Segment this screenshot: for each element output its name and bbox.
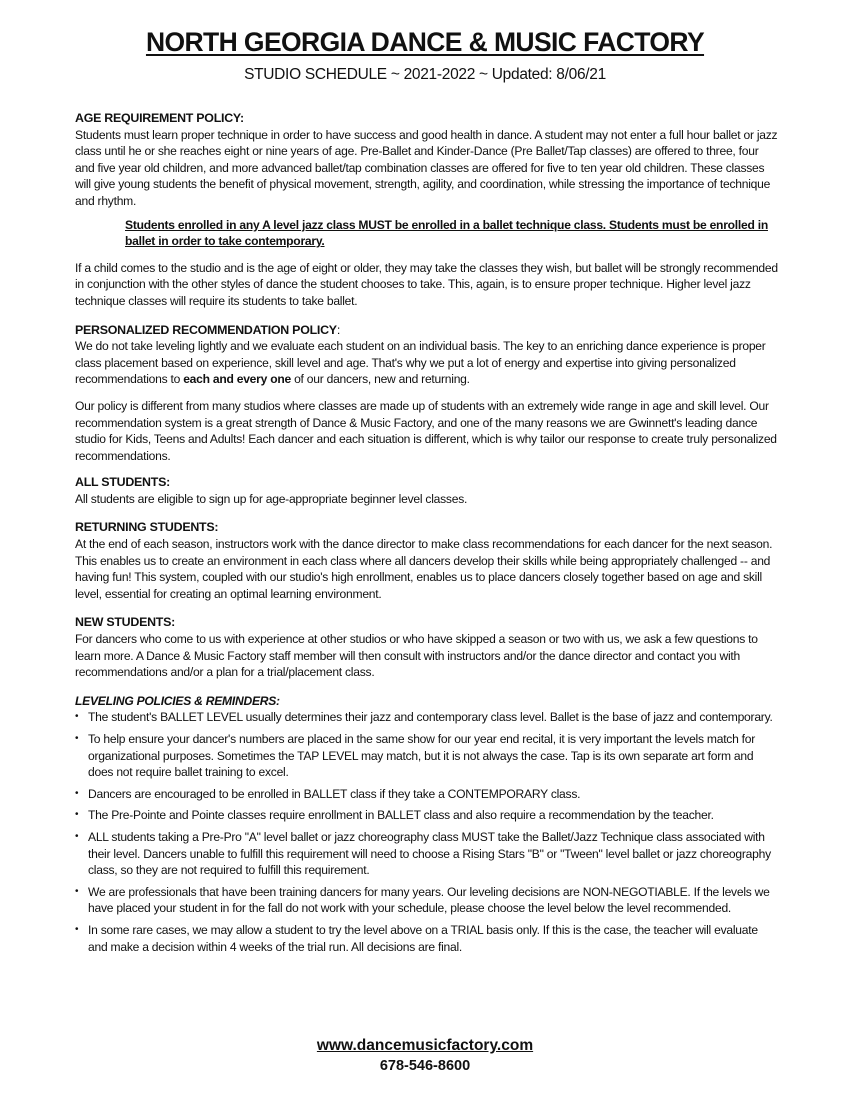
all-students-text: All students are eligible to sign up for age-appropriate beginner level classes. <box>75 491 468 506</box>
page-title: NORTH GEORGIA DANCE & MUSIC FACTORY <box>145 27 705 57</box>
bullet-icon: • <box>75 830 79 842</box>
bullet-icon: • <box>75 711 79 723</box>
list-item: • The Pre-Pointe and Pointe classes require enrollment in BALLET class and also require a recommendation by the teacher. <box>75 808 714 823</box>
new-students-text: For dancers who come to us with experience at other studios or who have skipped a season or two with us, we ask a few questions to learn more. A Dance & Music Factory staff member will then consult with instructors and/or the dance director and contact you with recommendations and/or a plan for a trial/placement class. <box>75 632 758 680</box>
leveling-policies-heading: LEVELING POLICIES & REMINDERS: <box>75 693 280 708</box>
list-item: • In some rare cases, we may allow a student to try the level above on a TRIAL basis only. If this is the case, the teacher will evaluate and make a decision within 4 weeks of the trial run. All decisions are final. <box>75 922 758 954</box>
recommendation-policy-paragraph-2: Our policy is different from many studios where classes are made up of students with an extremely wide range in age and skill level. Our recommendation system is a great strength of Dance & Music Factory, and one of the many reasons we are Gwinnett's leading dance studio for Kids, Teens and Adults! Each dancer and each situation is different, which is why tailor our response to create truly personalized recommendations. <box>75 398 777 463</box>
bullet-icon: • <box>75 885 79 897</box>
bullet-icon: • <box>75 733 79 744</box>
list-item: • ALL students taking a Pre-Pro "A" level ballet or jazz choreography class MUST take the Ballet/Jazz Technique class associated with their level. Dancers unable to fulfill this requirement will need to choose a Rising Stars "B" or "Tween" level ballet or jazz choreography class, so they are not required to fulfill this requirement. <box>75 829 771 878</box>
bullet-icon: • <box>75 787 79 799</box>
recommendation-policy-paragraph: We do not take leveling lightly and we evaluate each student on an individual basis. The key to an enriching dance experience is proper class placement based on experience, skill level and age. That's why we put a lot of energy and expertise into giving personalized recommendations to each and every one of our dancers, new and returning. <box>75 339 766 387</box>
bullet-icon: • <box>75 809 79 821</box>
returning-students-heading: RETURNING STUDENTS: <box>75 520 219 535</box>
leveling-policies-list <box>75 709 780 955</box>
age-policy-paragraph: Students must learn proper technique in order to have success and good health in dance. A student may not enter a full hour ballet or jazz class until he or she reaches eight or nine years of age. Pre-Ballet and Kinder-Dance (Pre Ballet/Tap classes) are offered to three, four and five year old children, and more advanced ballet/tap combination classes are offered for five to ten year old children. These classes will give young students the benefit of physical movement, strength, agility, and coordination, while stressing the importance of technique and rhythm. <box>75 127 778 208</box>
page-subtitle: STUDIO SCHEDULE ~ 2021-2022 ~ Updated: 8/06/21 <box>244 66 606 83</box>
ballet-requirement-note: Students enrolled in any A level jazz class MUST be enrolled in a ballet technique class. Students must be enrolled in ballet in order to take contemporary. <box>125 217 768 249</box>
document-body <box>75 110 780 960</box>
footer <box>0 1037 850 1074</box>
website-link[interactable]: www.dancemusicfactory.com <box>316 1037 534 1054</box>
recommendation-policy-heading: PERSONALIZED RECOMMENDATION POLICY: <box>75 322 341 337</box>
emphasis-text: each and every one <box>183 372 291 387</box>
phone-number: 678-546-8600 <box>379 1058 471 1074</box>
list-item: • Dancers are encouraged to be enrolled in BALLET class if they take a CONTEMPORARY class. <box>75 786 581 801</box>
new-students-heading: NEW STUDENTS: <box>75 615 176 630</box>
returning-students-text: At the end of each season, instructors work with the dance director to make class recommendations for each dancer for the next season. This enables us to create an environment in each class where all dancers develop their skills while being appropriately challenged -- and having fun! This system, coupled with our studio's high enrollment, enables us to place dancers closely together based on age and skill level, essential for creating an optimal learning environment. <box>75 537 773 601</box>
list-item: • We are professionals that have been training dancers for many years. Our leveling decisions are NON-NEGOTIABLE. If the levels we have placed your student in for the fall do not work with your schedule, please choose the level below the level recommended. <box>75 884 770 916</box>
list-item: • To help ensure your dancer's numbers are placed in the same show for our year end recital, it is very important the levels match for organizational purposes. Sometimes the TAP LEVEL may match, but it is not always the case. Tap is its own separate art form and does not require ballet training to excel. <box>75 732 756 780</box>
age-policy-paragraph-2: If a child comes to the studio and is the age of eight or older, they may take the classes they wish, but ballet will be strongly recommended in conjunction with the other styles of dance the student chooses to take. This, again, is to ensure proper technique. Higher level jazz technique classes will require its students to take ballet. <box>75 260 778 308</box>
bullet-icon: • <box>75 923 79 935</box>
age-policy-heading: AGE REQUIREMENT POLICY: <box>75 111 244 125</box>
list-item: • The student's BALLET LEVEL usually determines their jazz and contemporary class level. Ballet is the base of jazz and contemporary. <box>75 710 773 725</box>
all-students-heading: ALL STUDENTS: <box>75 475 170 490</box>
